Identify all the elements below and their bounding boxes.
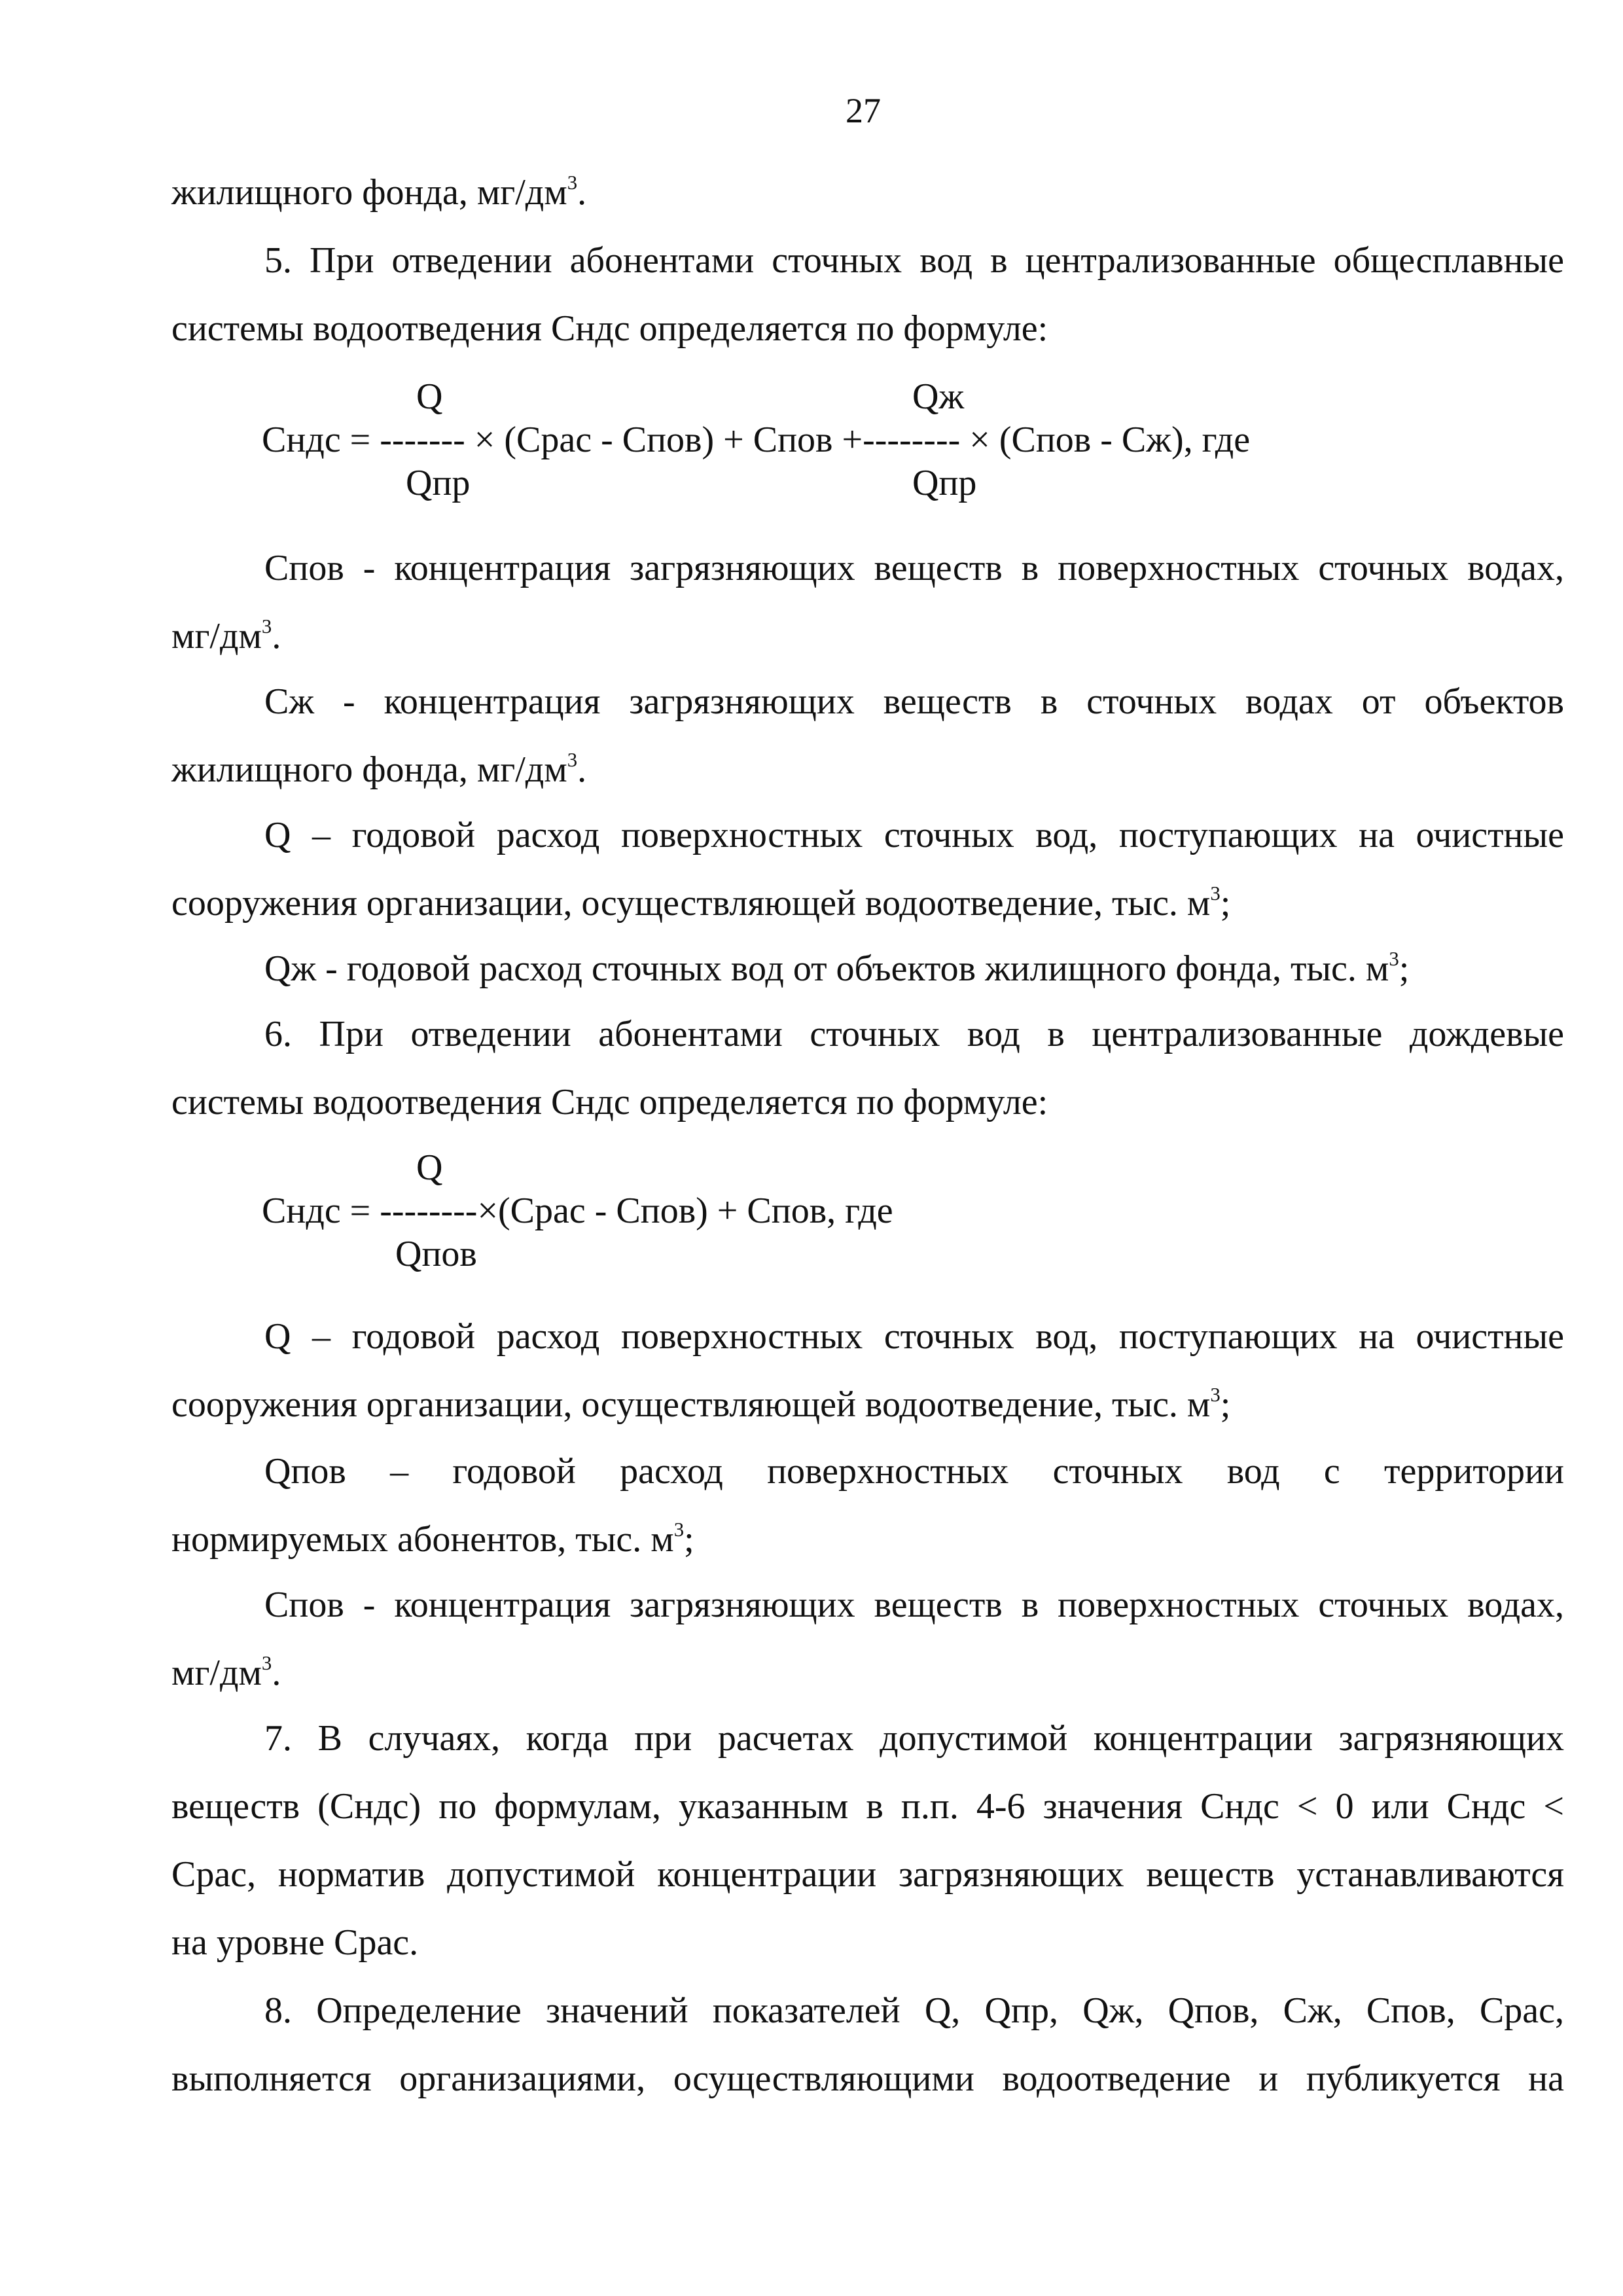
formula-2-main-line: Сндс = --------×(Срас - Спов) + Спов, где [262,1191,893,1231]
definition-q-line-2: сооружения организации, осуществляющей водоотведение, тыс. $м^3$; [171,882,1231,924]
definition-spov-line-2: $мг/дм^3$. [171,615,281,656]
paragraph-7-line-2: веществ (Сндс) по формулам, указанным в п.п. 4-6 значения Сндс < 0 или Сндс < [171,1786,1564,1827]
definition-szh-line-1: Сж - концентрация загрязняющих веществ в сточных водах от объектов [264,681,1564,722]
formula-1-numerator-qzh: Qж [912,376,965,417]
definition-qpov-line-1: Qпов – годовой расход поверхностных сточных вод с территории [264,1451,1564,1492]
formula-1-numerator-q: Q [416,376,443,417]
definition-q-line-1: Q – годовой расход поверхностных сточных вод, поступающих на очистные [264,815,1564,855]
formula-2-denominator: Qпов [395,1234,477,1274]
paragraph-7-line-4: на уровне Срас. [171,1922,419,1963]
paragraph-7-line-3: Срас, норматив допустимой концентрации загрязняющих веществ устанавливаются [171,1854,1564,1895]
formula-1-denominator-1: Qпр [406,463,471,503]
definition-spov-line-1: Спов - концентрация загрязняющих веществ в поверхностных сточных водах, [264,548,1564,588]
formula-1-denominator-2: Qпр [912,463,977,503]
definition-szh-line-2: жилищного фонда, $мг/дм^3$. [171,748,587,790]
definition-q2-line-1: Q – годовой расход поверхностных сточных вод, поступающих на очистные [264,1316,1564,1357]
definition-spov2-line-1: Спов - концентрация загрязняющих веществ в поверхностных сточных водах, [264,1585,1564,1625]
page-number: 27 [846,91,881,130]
definition-spov2-line-2: $мг/дм^3$. [171,1651,281,1693]
paragraph-5-line-2: системы водоотведения Сндс определяется по формуле: [171,308,1048,349]
paragraph-8-line-2: выполняется организациями, осуществляющими водоотведение и публикуется на [171,2058,1564,2099]
formula-2-numerator: Q [416,1147,443,1188]
paragraph-5-line-1: 5. При отведении абонентами сточных вод в централизованные общесплавные [264,240,1564,281]
continuation-line: жилищного фонда, $мг/дм^3$. [171,171,587,213]
definition-q2-line-2: сооружения организации, осуществляющей водоотведение, тыс. $м^3$; [171,1383,1231,1425]
paragraph-6-line-2: системы водоотведения Сндс определяется по формуле: [171,1082,1048,1122]
paragraph-6-line-1: 6. При отведении абонентами сточных вод в централизованные дождевые [264,1014,1564,1054]
paragraph-7-line-1: 7. В случаях, когда при расчетах допустимой концентрации загрязняющих [264,1718,1564,1759]
definition-qpov-line-2: нормируемых абонентов, тыс. $м^3$; [171,1518,694,1560]
definition-qzh: Qж - годовой расход сточных вод от объектов жилищного фонда, тыс. $м^3$; [264,947,1410,989]
paragraph-8-line-1: 8. Определение значений показателей Q, Qпр, Qж, Qпов, Сж, Спов, Срас, [264,1990,1564,2031]
formula-1-main-line: Сндс = ------- × (Срас - Спов) + Спов +-------- × (Спов - Сж), где [262,420,1251,460]
